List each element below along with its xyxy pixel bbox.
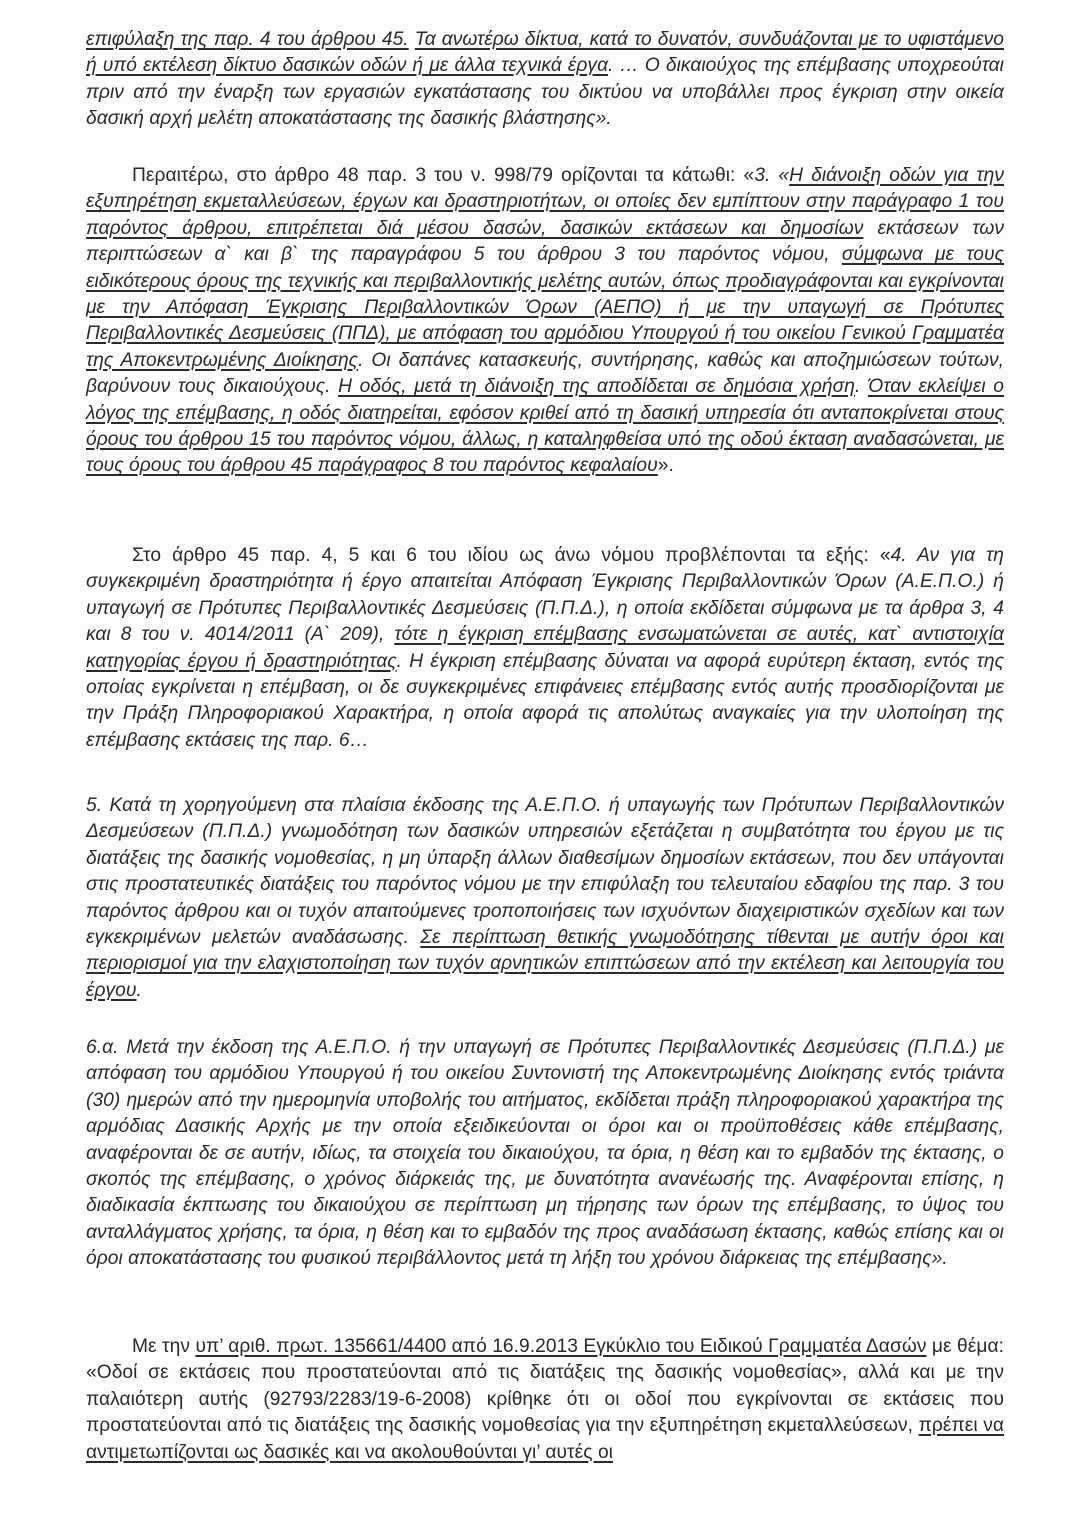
paragraph-forest-networks bbox=[86, 27, 1004, 133]
text-segment: 4. Αν για τη συγκεκριμένη δραστηριότητα ή έργο απαιτείται Απόφαση Έγκρισης Περιβαλλοντικών Όρων (Α.Ε.Π.Ο.) ή υπαγωγή σε Πρότυπες Περιβαλλοντικές Δεσμεύσεις (Π.Π.Δ.), η οποία εκδίδεται σύμφωνα με τα άρθρα 3, 4 και 8 του ν. 4014/2011 (Α` 209) bbox=[86, 545, 1004, 646]
text-segment: πρέπει να αντιμετωπίζονται ως δασικές και να ακολουθούνται γι’ αυτές οι bbox=[86, 1415, 1004, 1463]
text-segment: Η οδός, μετά τη διάνοιξη της αποδίδεται σε δημόσια χρήση bbox=[338, 376, 855, 398]
paragraph-item-5 bbox=[86, 793, 1004, 1004]
text-segment: . Η έγκριση επέμβασης δύναται να αφορά ευρύτερη έκταση, εντός της οποίας εγκρίνεται η επέμβαση, οι δε συγκεκριμένες επιφάνειες επέμβασης εντός αυτής προσδιορίζονται με την Πράξη Πληροφοριακού Χαρακτήρα, η οποία αφορά τις απολύτως αναγκαίες για την υλοποίηση της επέμβασης εκτάσεις της παρ. 6… bbox=[86, 650, 1004, 751]
text-segment: 5. Κατά τη χορηγούμενη στα πλαίσια έκδοσης της Α.Ε.Π.Ο. ή υπαγωγής των Πρότυπων Περιβαλλοντικών Δεσμεύσεων (Π.Π.Δ.) γνωμοδότηση των δασικών υπηρεσιών εξετάζεται η συμβατότητα του έργου με τις διατάξεις της δασικής νομοθεσίας, η μη ύπαρξη άλλων διαθεσίμων δημοσίων εκτάσεων, που δεν υπάγονται στις προστατευτικές διατάξεις του παρόντος νόμου με την επιφύλαξη του τελευταίου εδαφίου της παρ. 3 του παρόντος άρθρου και οι τυχόν απαιτούμενες τροποποιήσεις των ισχυόντων διαχειριστικών σχεδίων και των εγκεκριμένων μελετών αναδάσωσης. bbox=[86, 795, 1004, 949]
paragraph-item-6a bbox=[86, 1035, 1004, 1273]
text-segment: Περαιτέρω, στο άρθρο 48 παρ. 3 του ν. 998/79 ορίζονται τα κάτωθι: « bbox=[132, 165, 755, 186]
text-segment: επιφύλαξη της παρ. 4 του άρθρου 45. bbox=[86, 29, 409, 50]
text-segment: , bbox=[378, 624, 395, 646]
text-segment: υπ’ αριθ. πρωτ. 135661/4400 από 16.9.2013 Εγκύκλιο του Ειδικού Γραμματέα Δασών bbox=[195, 1336, 927, 1357]
text-segment: . bbox=[136, 979, 142, 1001]
text-segment: . Οι δαπάνες κατασκευής, συντήρησης, καθώς και αποζημιώσεων τούτων, βαρύνουν τους δικαιούχους. bbox=[86, 349, 1004, 398]
text-segment: ». bbox=[657, 455, 674, 477]
paragraph-circular bbox=[86, 1334, 1004, 1466]
text-segment: με θέμα: «Οδοί σε εκτάσεις που προστατεύονται από τις διατάξεις της δασικής νομοθεσίας», αλλά και με την παλαιότερη αυτής (92793/2283/19-6-2008) κρίθηκε ότι οι οδοί που εγκρίνονται σε εκτάσεις που προστατεύονται από τις διατάξεις της δασικής νομοθεσίας για την εξυπηρέτηση εκμεταλλεύσεων, bbox=[86, 1336, 1004, 1437]
text-segment: 3. « bbox=[754, 165, 790, 186]
text-segment: τότε η έγκριση επέμβασης ενσωματώνεται σε αυτές, κατ` αντιστοιχία κατηγορίας έργου ή δραστηριότητας bbox=[86, 624, 1005, 672]
text-segment: εκτάσεων των περιπτώσεων α` και β` της παραγράφου 5 του άρθρου 3 του παρόντος νόμου, bbox=[86, 217, 1004, 266]
text-segment: Η διάνοιξη οδών για την εξυπηρέτηση εκμεταλλεύσεων, έργων και δραστηριοτήτων, οι οποίες δεν εμπίπτουν στην παράγραφο 1 του παρόντος άρθρου, επιτρέπεται διά μέσου δασών, δασικών εκτάσεων και δημοσίων bbox=[86, 165, 1004, 239]
paragraph-article-48 bbox=[86, 163, 1004, 480]
text-segment: Τα ανωτέρω δίκτυα, κατά το δυνατόν, συνδυάζονται με το υφιστάμενο ή υπό εκτέλεση δίκτυο δασικών οδών ή με άλλα τεχνικά έργα bbox=[86, 29, 1004, 77]
text-segment: Όταν εκλείψει ο λόγος της επέμβασης, η οδός διατηρείται, εφόσον κριθεί από τη δασική υπηρεσία ότι ανταποκρίνεται στους όρους του άρθρου 15 του παρόντος νόμου, άλλως, η καταληφθείσα υπό της οδού έκταση αναδασώνεται, με τους όρους του άρθρου 45 παράγραφος 8 του παρόντος κεφαλαίου bbox=[86, 376, 1005, 477]
text-segment: ». bbox=[931, 1248, 948, 1270]
text-segment: Με την bbox=[132, 1336, 196, 1357]
text-segment: 6.α. Μετά την έκδοση της Α.Ε.Π.Ο. ή την υπαγωγή σε Πρότυπες Περιβαλλοντικές Δεσμεύσεις (Π.Π.Δ.) με απόφαση του αρμόδιου Υπουργού ή του οικείου Συντονιστή της Αποκεντρωμένης Διοίκησης εντός τριάντα (30) ημερών από την ημερομηνία υποβολής του αιτήματος, εκδίδεται πράξη πληροφοριακού χαρακτήρα της αρμόδιας Δασικής Αρχής με την οποία εξειδικεύονται οι όροι και οι προϋποθέσεις κάθε επέμβασης, αναφέρονται δε σε αυτήν, ιδίως, τα στοιχεία του δικαιούχου, τα όρια, η θέση και το εμβαδόν της έκτασης, ο σκοπός της επέμβασης, ο χρόνος διάρκειάς της, με δυνατότητα ανανέωσής της. Αναφέρονται επίσης, η διαδικασία έκπτωσης του δικαιούχου σε περίπτωση μη τήρησης των όρων της επέμβασης, το ύψος του ανταλλάγματος χρήσης, τα όρια, η θέση και το εμβαδόν της προς αναδάσωση έκτασης, καθώς επίσης και οι όροι αποκατάστασης του φυσικού περιβάλλοντος μετά τη λήξη του χρόνου διάρκειας της επέμβασης bbox=[86, 1037, 1004, 1270]
text-segment: . bbox=[854, 376, 868, 398]
text-segment: σύμφωνα με τους ειδικότερους όρους της τεχνικής και περιβαλλοντικής μελέτης αυτών, όπως προδιαγράφονται και εγκρίνονται με την Απόφαση Έγκρισης Περιβαλλοντικών Όρων (ΑΕΠΟ) ή με την υπαγωγή σε Πρότυπες Περιβαλλοντικές Δεσμεύσεις (ΠΠΔ), με απόφαση του αρμόδιου Υπουργού ή του οικείου Γενικού Γραμματέα της Αποκεντρωμένης Διοίκησης bbox=[86, 244, 1004, 371]
text-segment: Σε περίπτωση θετικής γνωμοδότησης τίθενται με αυτήν όροι και περιορισμοί για την ελαχιστοποίηση των τυχόν αρνητικών επιπτώσεων από την εκτέλεση και λειτουργία του έργου bbox=[86, 927, 1004, 1001]
paragraph-article-45 bbox=[86, 543, 1004, 754]
text-segment: Στο άρθρο 45 παρ. 4, 5 και 6 του ιδίου ως άνω νόμου προβλέπονται τα εξής: « bbox=[132, 545, 891, 566]
text-segment: . … Ο δικαιούχος της επέμβασης υποχρεούται πριν από την έναρξη των εργασιών εγκατάστασης του δικτύου να υποβάλλει προς έγκριση στην οικεία δασική αρχή μελέτη αποκατάστασης της δασικής βλάστησης». bbox=[86, 55, 1004, 130]
